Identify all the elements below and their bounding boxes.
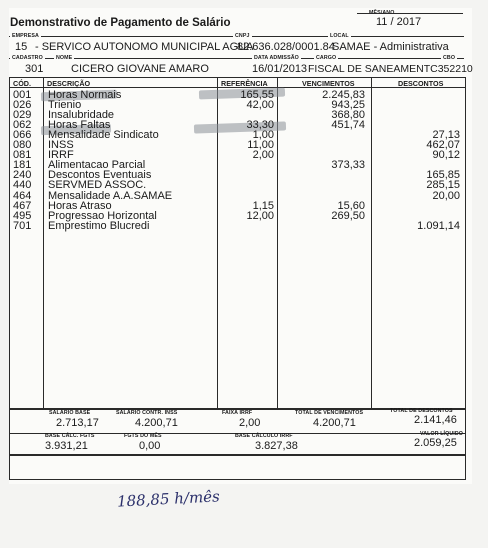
admissao-label: DATA ADMISSÃO	[254, 55, 299, 61]
cell-descricao: Descontos Eventuais	[48, 169, 152, 182]
cell-desconto: 27,13	[432, 129, 460, 142]
base-calculo-irrf: 3.827,38	[255, 440, 298, 452]
cell-descricao: Horas Atraso	[48, 199, 112, 212]
mes-ano: 11 / 2017	[376, 16, 422, 28]
empresa-label: EMPRESA	[12, 33, 39, 39]
cell-desconto: 165,85	[426, 169, 460, 182]
cell-cod: 066	[13, 129, 32, 142]
cell-descricao: Insalubridade	[48, 109, 115, 122]
cell-cod: 467	[13, 199, 32, 212]
cnpj-label: CNPJ	[235, 33, 250, 39]
nome: CICERO GIOVANE AMARO	[71, 63, 209, 75]
payslip	[9, 8, 472, 484]
cell-cod: 181	[13, 159, 32, 172]
col-header-descontos: DESCONTOS	[398, 79, 444, 88]
cell-referencia: 11,00	[247, 139, 274, 152]
cell-referencia: 1,15	[252, 199, 274, 212]
cell-cod: 495	[13, 209, 32, 222]
cell-descricao: SERVMED ASSOC.	[48, 179, 147, 192]
cell-cod: 240	[13, 169, 32, 182]
document-title: Demonstrativo de Pagamento de Salário	[10, 17, 231, 29]
cell-descricao: Emprestimo Blucredi	[48, 219, 150, 232]
valor-liquido-label: VALOR LÍQUIDO	[420, 431, 463, 437]
handwritten-note: 188,85 h/mês	[116, 487, 221, 511]
salario-contr-inss: 4.200,71	[135, 417, 178, 429]
cell-descricao: Progressao Horizontal	[48, 209, 157, 222]
valor-liquido: 2.059,25	[414, 437, 457, 449]
data-admissao: 16/01/2013	[252, 63, 308, 75]
cell-descricao: Mensalidade Sindicato	[48, 129, 159, 142]
cell-descricao: IRRF	[48, 149, 74, 162]
col-header-vencimentos: VENCIMENTOS	[302, 79, 355, 88]
cell-referencia: 165,55	[240, 89, 274, 101]
cell-desconto: 90,12	[432, 149, 460, 162]
cell-vencimento: 2.245,83	[322, 89, 365, 101]
cell-descricao: Trienio	[48, 99, 82, 112]
nome-label: NOME	[56, 55, 73, 61]
cell-cod: 701	[13, 219, 32, 232]
cell-referencia: 42,00	[246, 99, 274, 112]
cell-cod: 062	[13, 119, 32, 132]
cargo-label: CARGO	[316, 55, 337, 61]
base-calculo-irrf-label: BASE CÁLCULO IRRF	[235, 433, 293, 439]
footer-box	[9, 454, 466, 480]
cell-desconto: 462,07	[426, 139, 460, 152]
cell-vencimento: 943,25	[331, 99, 365, 112]
cell-cod: 001	[13, 89, 32, 101]
divider	[9, 58, 464, 59]
cell-descricao: Mensalidade A.A.SAMAE	[48, 189, 173, 202]
salario-base: 2.713,17	[56, 417, 99, 429]
cell-descricao: Alimentacao Parcial	[48, 159, 146, 172]
cell-cod: 081	[13, 149, 32, 162]
total-descontos: 2.141,46	[414, 414, 457, 426]
cell-desconto: 20,00	[432, 189, 460, 202]
cell-vencimento: 373,33	[331, 159, 365, 172]
cell-cod: 029	[13, 109, 32, 122]
col-header-cod: CÓD.	[13, 79, 31, 88]
divider	[357, 13, 463, 14]
cell-cod: 026	[13, 99, 32, 112]
empresa-name: - SERVICO AUTONOMO MUNICIPAL AGUA	[35, 41, 254, 53]
cell-desconto: 1.091,14	[417, 219, 460, 232]
local: SAMAE - Administrativa	[332, 41, 449, 53]
cell-descricao: INSS	[48, 139, 74, 152]
local-label: LOCAL	[330, 33, 349, 39]
salario-contr-inss-label: SALÁRIO CONTR. INSS	[116, 410, 178, 416]
cell-referencia: 12,00	[246, 209, 274, 222]
cell-descricao: Horas Faltas	[48, 119, 111, 132]
total-vencimentos: 4.200,71	[313, 417, 356, 429]
cell-referencia: 1,00	[252, 129, 274, 142]
salario-base-label: SALÁRIO BASE	[49, 410, 91, 416]
cell-desconto: 285,15	[426, 179, 460, 192]
cell-cod: 440	[13, 179, 32, 192]
cell-vencimento: 451,74	[331, 119, 365, 132]
cargo: FISCAL DE SANEAMENTC352210	[308, 63, 473, 75]
base-calc-fgts-label: BASE CÁLC. FGTS	[45, 433, 95, 439]
col-header-descricao: DESCRIÇÃO	[47, 79, 91, 88]
fgts-mes-label: FGTS DO MÊS	[124, 433, 162, 439]
base-calc-fgts: 3.931,21	[45, 440, 88, 452]
cbo-label: CBO	[443, 55, 456, 61]
cell-vencimento: 269,50	[331, 209, 365, 222]
col-header-referencia: REFERÊNCIA	[221, 79, 268, 88]
cell-cod: 080	[13, 139, 32, 152]
fgts-mes: 0,00	[139, 440, 161, 452]
faixa-irrf-label: FAIXA IRRF	[222, 410, 253, 416]
cell-vencimento: 368,80	[331, 109, 365, 122]
cell-referencia: 33,30	[246, 119, 274, 132]
total-vencimentos-label: TOTAL DE VENCIMENTOS	[295, 410, 364, 416]
column-divider	[371, 77, 372, 409]
cell-cod: 464	[13, 189, 32, 202]
cadastro: 301	[25, 63, 44, 75]
cell-descricao: Horas Normais	[48, 89, 122, 101]
cell-referencia: 2,00	[252, 149, 274, 162]
cnpj: 82.636.028/0001.84	[237, 41, 335, 53]
mes-ano-label: MÊS/ANO	[369, 10, 395, 16]
total-descontos-label: TOTAL DE DESCONTOS	[390, 408, 453, 414]
empresa-code: 15	[15, 41, 28, 53]
cell-vencimento: 15,60	[337, 199, 365, 212]
faixa-irrf: 2,00	[239, 417, 261, 429]
cadastro-label: CADASTRO	[12, 55, 43, 61]
